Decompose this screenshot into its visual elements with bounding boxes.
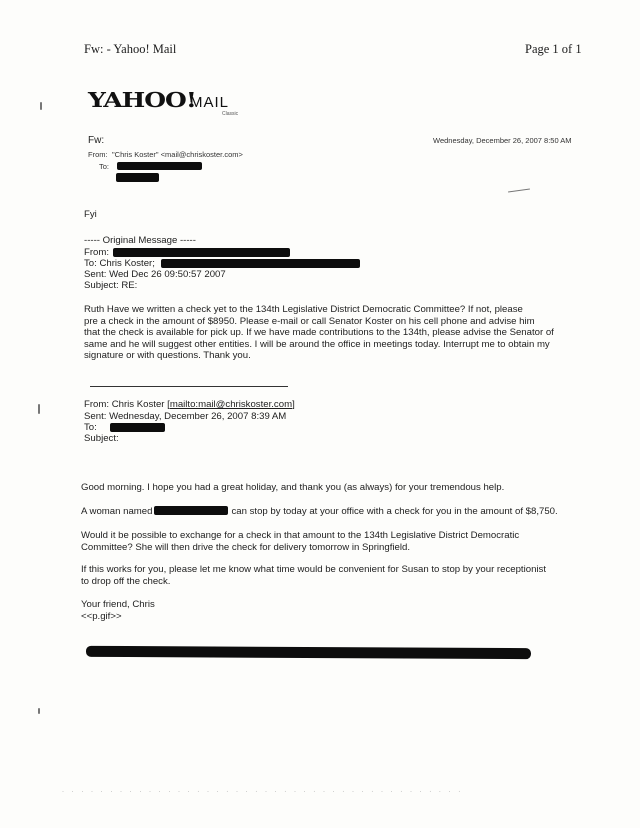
paragraph-line: If this works for you, please let me know what time would be convenient for Susan to stop by your receptionist <box>81 564 546 575</box>
redaction-bar <box>116 173 159 182</box>
forwarded-from-line <box>84 399 295 410</box>
paragraph-line: that the check is available for pick up. If we have made contributions to the 134th, please advise the Senator of <box>84 327 554 338</box>
forwarded-to-label: To: <box>84 422 97 433</box>
paragraph-line: signature or with questions. Thank you. <box>84 350 251 361</box>
scan-footer-noise: · · · · · · · · · · · · · · · · · · · · · · · · · · · · · · · · · · · · · · · · · · <box>62 789 464 795</box>
exchange-paragraph <box>81 530 519 553</box>
forwarded-subject-label: Subject: <box>84 433 119 444</box>
logo-subtitle: Classic <box>222 111 239 117</box>
scan-artifact <box>38 404 40 414</box>
message-subject: Fw: <box>88 135 105 146</box>
paragraph-line: Ruth Have we written a check yet to the 134th Legislative District Democratic Committee? If not, please <box>84 304 523 315</box>
separator-rule <box>90 386 288 387</box>
original-message-divider: ----- Original Message ----- <box>84 235 196 246</box>
paragraph-line: same and he will suggest other entities. I will be around the office in meetings today. Interrupt me to obtain my <box>84 338 550 350</box>
yahoo-logo: YAHOO! <box>88 88 196 112</box>
paragraph-line: to drop off the check. <box>81 575 171 587</box>
original-message-paragraph <box>84 304 554 362</box>
paragraph-line: pre a check in the amount of $8950. Please e-mail or call Senator Koster on his cell phone and advise him <box>84 315 535 327</box>
forwarded-from-prefix: From: Chris Koster [ <box>84 399 170 410</box>
signoff-text: Your friend, Chris <box>81 599 155 610</box>
scan-artifact <box>40 102 42 110</box>
woman-line <box>81 506 558 517</box>
woman-line-start: A woman named <box>81 506 153 517</box>
mail-logo-text: MAIL <box>190 94 230 111</box>
original-from-label: From: <box>84 247 110 258</box>
fyi-text: Fyi <box>84 209 97 220</box>
redaction-bar <box>117 162 202 170</box>
page-number: Page 1 of 1 <box>525 42 582 56</box>
message-date: Wednesday, December 26, 2007 8:50 AM <box>433 136 572 145</box>
message-from-value: "Chris Koster" <mail@chriskoster.com> <box>112 150 243 159</box>
document-title: Fw: - Yahoo! Mail <box>84 42 177 56</box>
attachment-placeholder: <<p.gif>> <box>81 611 122 622</box>
forwarded-sent-line: Sent: Wednesday, December 26, 2007 8:39 AM <box>84 411 287 422</box>
original-to-line: To: Chris Koster; <box>84 258 155 269</box>
original-sent-line: Sent: Wed Dec 26 09:50:57 2007 <box>84 269 226 280</box>
greeting-text: Good morning. I hope you had a great holiday, and thank you (as always) for your tremendous help. <box>81 482 505 493</box>
paragraph-line: Would it be possible to exchange for a check in that amount to the 134th Legislative District Democratic <box>81 530 520 541</box>
woman-line-end: can stop by today at your office with a check for you in the amount of $8,750. <box>231 506 558 517</box>
redaction-bar <box>86 646 531 659</box>
redaction-bar <box>161 259 360 268</box>
paragraph-line: Committee? She will then drive the check for delivery tomorrow in Springfield. <box>81 541 410 553</box>
works-paragraph <box>81 564 546 587</box>
message-to-label: To: <box>99 162 110 171</box>
message-from-label: From: <box>88 150 108 159</box>
forwarded-from-email-link[interactable]: mailto:mail@chriskoster.com <box>169 399 293 410</box>
scan-artifact <box>38 708 40 714</box>
redaction-bar <box>110 423 165 432</box>
redaction-bar <box>154 506 228 515</box>
forwarded-from-suffix: ] <box>292 399 295 410</box>
original-subject-line: Subject: RE: <box>84 280 138 291</box>
scan-artifact <box>508 188 530 192</box>
redaction-bar <box>113 248 290 257</box>
